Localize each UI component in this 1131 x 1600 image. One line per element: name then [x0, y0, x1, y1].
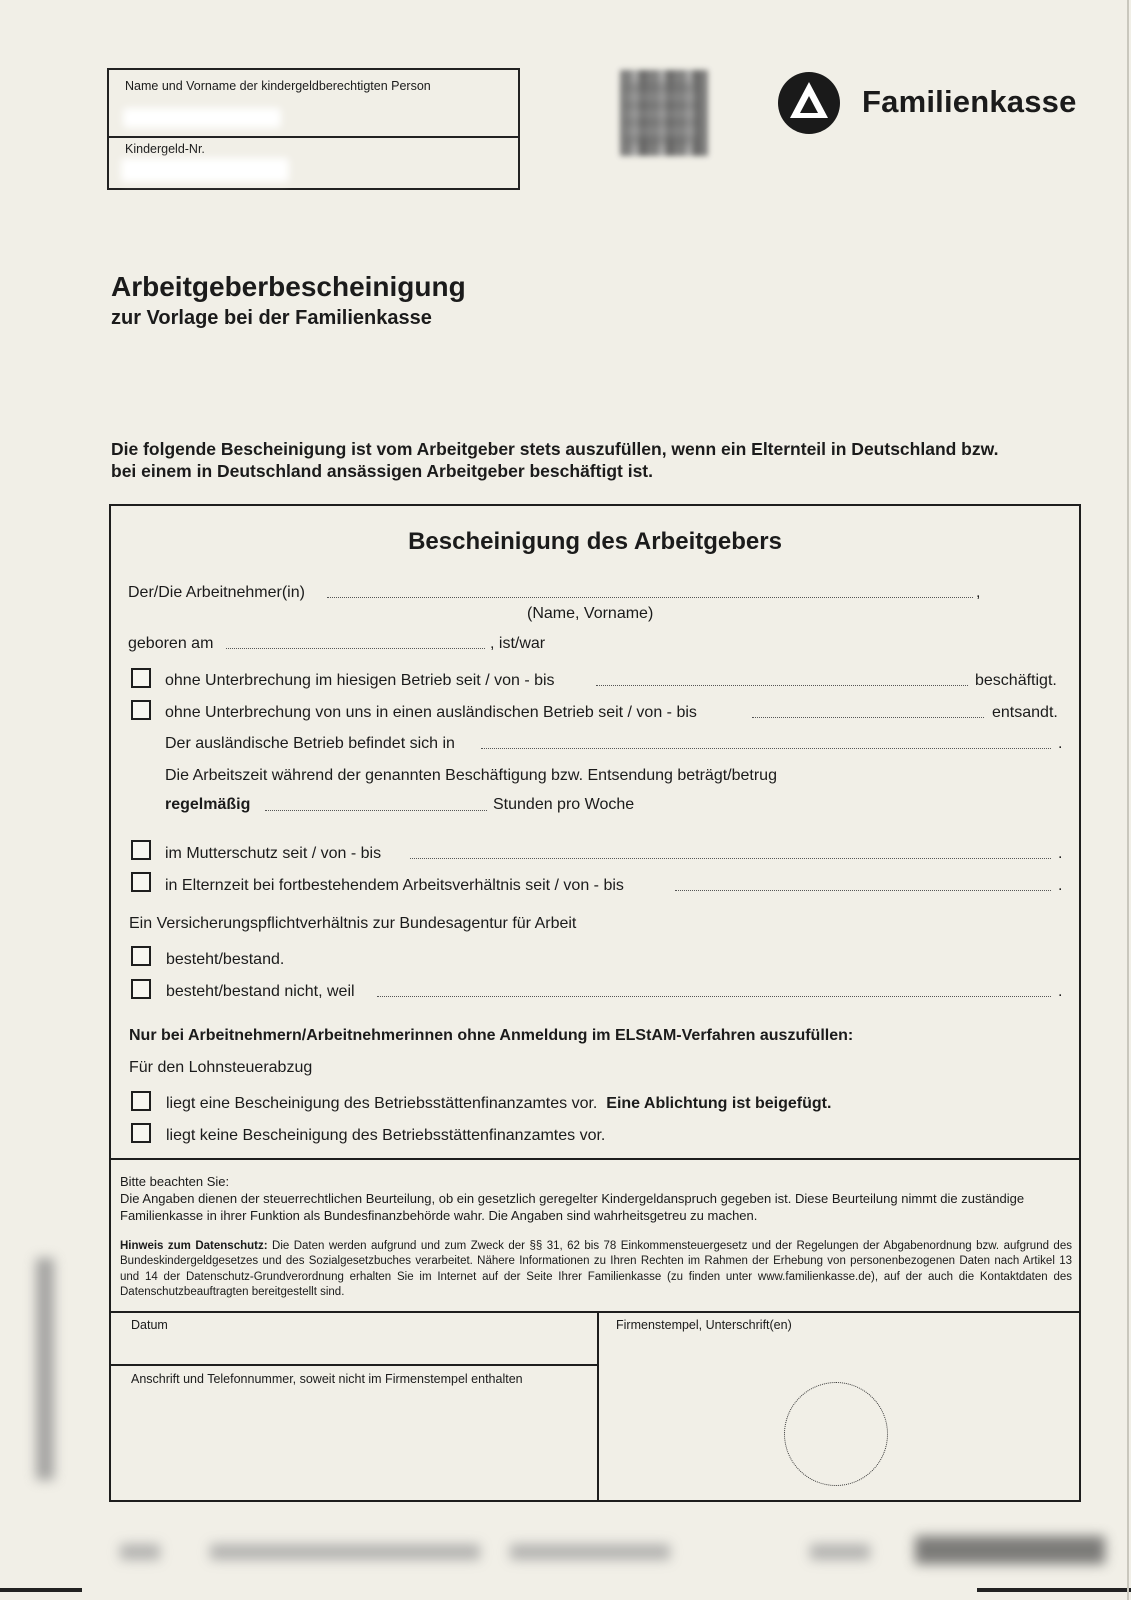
employee-label: Der/Die Arbeitnehmer(in): [128, 584, 305, 601]
redacted-footer-5: [915, 1536, 1105, 1564]
intro-line-2: bei einem in Deutschland ansässigen Arbeitgeber beschäftigt ist.: [111, 461, 653, 481]
employee-name-field[interactable]: [327, 597, 973, 598]
maternity-end: .: [1058, 845, 1063, 862]
insurance-yes-label: besteht/bestand.: [166, 951, 285, 968]
insurance-label: Ein Versicherungspflichtverhältnis zur Bundesagentur für Arbeit: [129, 915, 577, 932]
redacted-footer-2: [210, 1544, 480, 1560]
insurance-no-end: .: [1058, 983, 1063, 1000]
insurance-yes-checkbox[interactable]: [131, 946, 151, 966]
working-time-label: Die Arbeitszeit während der genannten Beschäftigung bzw. Entsendung beträgt/betrug: [165, 767, 777, 784]
divider-notice: [111, 1158, 1079, 1160]
applicant-id-box: [107, 68, 520, 190]
abroad-location-field[interactable]: [481, 748, 1051, 749]
page-title: Arbeitgeberbescheinigung: [111, 271, 466, 302]
employer-certificate-form: [109, 504, 1081, 1502]
scan-edge-vertical: [1127, 0, 1129, 1600]
maternity-checkbox[interactable]: [131, 840, 151, 860]
redacted-side-barcode: [36, 1258, 54, 1480]
abroad-assignment-period-field[interactable]: [752, 717, 984, 718]
birth-date-field[interactable]: [226, 648, 485, 649]
abroad-assignment-end: entsandt.: [992, 704, 1058, 721]
born-label: geboren am: [128, 635, 214, 652]
date-label: Datum: [131, 1318, 168, 1332]
divider-signature: [111, 1311, 1079, 1313]
notice-text: Die Angaben dienen der steuerrechtlichen Beurteilung, ob ein gesetzlich geregelter Kindergeldanspruch gegeben ist. Diese Beurteilung nimmt die zuständige Familienkasse in ihrer Funktion als Bundesfinanzbehörde wahr. Die Angaben sind wahrheitsgetreu zu machen.: [120, 1191, 1025, 1223]
kindergeld-number-label: Kindergeld-Nr.: [125, 142, 205, 156]
abroad-assignment-label: ohne Unterbrechung von uns in einen ausländischen Betrieb seit / von - bis: [165, 704, 697, 721]
insurance-no-label: besteht/bestand nicht, weil: [166, 983, 355, 1000]
regular-label: regelmäßig: [165, 796, 251, 813]
privacy-section: [120, 1239, 1072, 1301]
divider-vertical: [597, 1311, 599, 1501]
insurance-reason-field[interactable]: [377, 996, 1051, 997]
local-employment-period-field[interactable]: [596, 685, 968, 686]
local-employment-end: beschäftigt.: [975, 672, 1057, 689]
parental-leave-checkbox[interactable]: [131, 872, 151, 892]
elstam-note: Nur bei Arbeitnehmern/Arbeitnehmerinnen ohne Anmeldung im ELStAM-Verfahren auszufüllen:: [129, 1027, 854, 1044]
tax-certificate-no-checkbox[interactable]: [131, 1123, 151, 1143]
tax-copy-attached-note: Eine Ablichtung ist beigefügt.: [606, 1095, 832, 1112]
applicant-name-row: [109, 70, 518, 138]
local-employment-label: ohne Unterbrechung im hiesigen Betrieb seit / von - bis: [165, 672, 555, 689]
weekly-hours-field[interactable]: [265, 810, 487, 811]
privacy-text: Die Daten werden aufgrund und zum Zweck der §§ 31, 62 bis 78 Einkommensteuergesetz und der Regelungen der Abgabenordnung bzw. aufgrund des Bundeskindergeldgesetzes und des Sozialgesetzbuches verarbeitet. Nähere Informationen zu Ihren Rechten im Rahmen der Erhebung von personenbezogenen Daten nach Artikel 13 und 14 der Datenschutz-Grundverordnung erhalten Sie im Internet auf der Seite Ihrer Familienkasse (zu finden unter www.familienkasse.de), auf der auch die Kontaktdaten des Datenschutzbeauftragten bereitgestellt sind.: [120, 1240, 1072, 1299]
name-hint: (Name, Vorname): [527, 605, 654, 622]
address-label: Anschrift und Telefonnummer, soweit nicht im Firmenstempel enthalten: [131, 1372, 523, 1386]
tax-label: Für den Lohnsteuerabzug: [129, 1059, 313, 1076]
local-employment-checkbox[interactable]: [131, 668, 151, 688]
redacted-footer-4: [810, 1544, 870, 1560]
insurance-no-checkbox[interactable]: [131, 979, 151, 999]
redacted-footer-3: [510, 1544, 670, 1560]
scan-edge-right: [977, 1588, 1131, 1592]
stamp-signature-label: Firmenstempel, Unterschrift(en): [616, 1318, 792, 1332]
page-subtitle: zur Vorlage bei der Familienkasse: [111, 307, 432, 329]
abroad-assignment-checkbox[interactable]: [131, 700, 151, 720]
maternity-label: im Mutterschutz seit / von - bis: [165, 845, 382, 862]
born-end: , ist/war: [490, 635, 546, 652]
brand-name: Familienkasse: [862, 84, 1077, 119]
qr-code-detail: [626, 82, 696, 144]
divider-date: [111, 1364, 597, 1366]
tax-certificate-yes-checkbox[interactable]: [131, 1091, 151, 1111]
redacted-footer-1: [120, 1544, 160, 1560]
intro-text: [111, 438, 1091, 482]
maternity-period-field[interactable]: [410, 858, 1051, 859]
familienkasse-logo-icon: [778, 72, 840, 134]
applicant-name-label: Name und Vorname der kindergeldberechtigten Person: [125, 79, 431, 93]
company-stamp-placeholder: [784, 1382, 888, 1486]
form-heading: Bescheinigung des Arbeitgebers: [408, 528, 782, 555]
intro-line-1: Die folgende Bescheinigung ist vom Arbeitgeber stets auszufüllen, wenn ein Elternteil in Deutschland bzw.: [111, 439, 999, 459]
notice-heading: Bitte beachten Sie:: [120, 1174, 230, 1189]
scan-edge-left: [0, 1588, 82, 1592]
tax-certificate-no-label: liegt keine Bescheinigung des Betriebsstättenfinanzamtes vor.: [166, 1127, 606, 1144]
kindergeld-number-field[interactable]: [121, 158, 289, 182]
applicant-name-field[interactable]: [123, 108, 281, 128]
hours-label: Stunden pro Woche: [493, 796, 635, 813]
tax-certificate-yes-label: liegt eine Bescheinigung des Betriebsstättenfinanzamtes vor. Eine Ablichtung ist beigefügt.: [166, 1095, 832, 1112]
parental-leave-label: in Elternzeit bei fortbestehendem Arbeitsverhältnis seit / von - bis: [165, 877, 624, 894]
notice-section: [120, 1173, 1072, 1224]
abroad-location-end: .: [1058, 735, 1063, 752]
parental-leave-period-field[interactable]: [675, 890, 1051, 891]
employee-end: ,: [976, 584, 981, 601]
abroad-location-label: Der ausländische Betrieb befindet sich in: [165, 735, 455, 752]
privacy-heading: Hinweis zum Datenschutz:: [120, 1240, 268, 1252]
parental-leave-end: .: [1058, 877, 1063, 894]
